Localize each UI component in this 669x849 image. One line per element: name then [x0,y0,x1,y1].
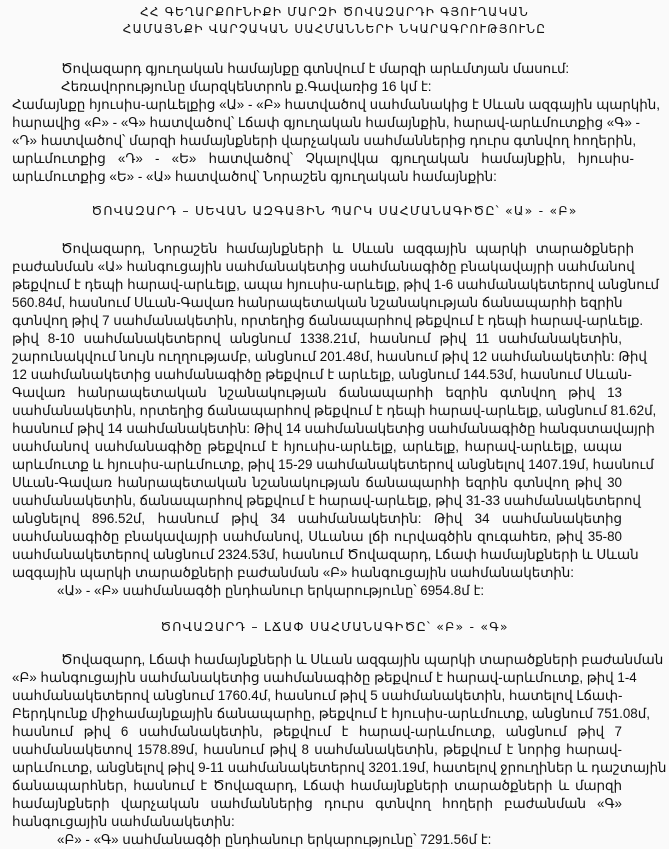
section-bg-line-3: սահմանակետերով անցնում 1760.4մ, հասնում թիվ 5 սահմանակետին, հատելով Լճափ- [12,688,623,703]
section-bg-line-4: Բերդկունք միջհամայնքային ճանապարհը, թեքվում է հյուսիս-արևմուտք, անցնում 751.08մ, [12,706,650,721]
section-bg-line-1: Ծովազարդ, Լճափ համայնքների և Սևան ազգային պարկի տարածքների բաժանման [61,652,664,667]
document-title-line-2: ՀԱՄԱՅՆՔԻ ՎԱՐՉԱԿԱՆ ՍԱՀՄԱՆՆԵՐԻ ՆԿԱՐԱԳՐՈՒԹՅՈՒՆԸ [122,22,547,36]
section-ab-line-1: Ծովազարդ, Նորաշեն համայնքների և Սևան ազգային պարկի տարածքների [61,241,634,256]
section-ab-line-14: Սևան-Գավառ հանրապետական նշանակության ճանապարհի եզրին գտնվող թիվ 30 [12,475,622,490]
section-ab-line-6: թիվ 8-10 սահմանակետերով անցնում 1338.21մ, հասնում թիվ 11 սահմանակետին, [12,331,622,346]
section-ab-line-16: անցնելով 896.52մ, հասնում թիվ 34 սահմանակետին: Թիվ 34 սահմանակետից [12,511,622,526]
section-ab-line-19: ազգային պարկի տարածքների բաժանման «Բ» հանգուցային սահմանակետին: [12,565,574,580]
section-ab-line-18: սահմանակետերով անցնում 2324.53մ, հասնում Ծովազարդ, Լճափ համայնքների և Սևան [12,547,639,562]
section-ab-line-7: շարունակվում նույն ուղղությամբ, անցնում 201.48մ, հասնում թիվ 12 սահմանակետին: Թիվ [12,349,647,364]
section-ab-line-10: սահմանակետին, որտեղից ճանապարհով թեքվում է դեպի հարավ-արևելք, անցնում 81.62մ, [12,403,657,418]
section-ab-line-2: բաժանման «Ա» հանգուցային սահմանակետից սահմանագիծը բնակավայրի սահմանով [12,259,635,274]
section-bg-line-5: հասնում թիվ 6 սահմանակետին, թեքվում է հարավ-արևմուտք, անցնում թիվ 7 [12,724,622,739]
section-bg-heading: ԾՈՎԱԶԱՐԴ – ԼՃԱՓ ՍԱՀՄԱՆԱԳԻԾԸ՝ «Բ» - «Գ» [160,619,509,634]
document-title-line-1: ՀՀ ԳԵՂԱՐՔՈՒՆԻՔԻ ՄԱՐԶԻ ԾՈՎԱԶԱՐԴԻ ԳՅՈՒՂԱԿԱՆ [140,5,529,19]
section-ab-line-15: սահմանակետին, ճանապարհով թեքվում է հարավ-արևելք, թիվ 31-33 սահմանակետերով [12,493,641,508]
section-bg-line-6: սահմանակետով 1578.89մ, հասնում թիվ 8 սահմանակետին, թեքվում է նորից հարավ- [12,742,622,757]
section-ab-line-9: Գավառ հանրապետական նշանակության ճանապարհի եզրին գտնվող թիվ 13 [12,385,622,400]
section-ab-line-17: սահմանագիծը բնակավայրի սահմանով, Սևանա լճի ուրվագծին զուգահեռ, թիվ 35-80 [12,529,622,544]
section-ab-line-11: հասնում թիվ 14 սահմանակետին: Թիվ 14 սահմանակետից սահմանագիծը հանգստավայրի [12,421,655,436]
intro-line-2: Հեռավորությունը մարզկենտրոն ք.Գավառից 16 կմ է: [61,79,432,94]
section-bg-line-8: ճանապարհներ, հասնում է Ծովազարդ, Լճափ համայնքների տարածքների և մարզի [12,778,622,793]
intro-line-6: արևմուտքից «Դ» - «Ե» հատվածով՝ Չկալովկա գյուղական համայնքին, հյուսիս- [12,151,634,166]
section-ab-line-5: գտնվող թիվ 7 սահմանակետին, որտեղից ճանապարհով թեքվում է դեպի հարավ-արևելք. [12,313,644,328]
section-bg-line-7: արևմուտք, անցնելով թիվ 9-11 սահմանակետերով 3201.19մ, հատելով ջրուղիներ և դաշտային [12,760,667,775]
section-bg-line-10: հանգուցային սահմանակետին: [12,814,235,829]
section-ab-line-13: արևմուտք և հյուսիս-արևմուտք, թիվ 15-29 սահմանակետերով անցնելով 1407.19մ, հասնում [12,457,654,472]
section-ab-line-12: սահմանով սահմանագիծը թեքվում է հյուսիս-արևելք, արևելք, հարավ-արևելք, ապա [12,439,622,454]
section-ab-line-8: 12 սահմանակետից սահմանագիծը թեքվում է արևելք, անցնում 144.53մ, հասնում Սևան- [12,367,632,382]
intro-line-4: հարավից «Բ» - «Գ» հատվածով՝ Լճափ գյուղական համայնքին, հարավ-արևմուտքից «Գ» - [12,115,640,130]
section-ab-line-4: 560.84մ, հասնում Սևան-Գավառ հանրապետական նշանակության ճանապարհի եզրին [12,295,623,310]
section-bg-line-9: համայնքների վարչական սահմաններից դուրս գտնվող հողերի բաժանման «Գ» [12,796,622,811]
section-bg-line-2: «Բ» հանգուցային սահմանակետից սահմանագիծը թեքվում է հարավ-արևմուտք, թիվ 1-4 [12,670,637,685]
intro-line-1: Ծովազարդ գյուղական համայնքը գտնվում է մարզի արևմտյան մասում: [61,61,570,76]
section-ab-heading: ԾՈՎԱԶԱՐԴ – ՍԵՎԱՆ ԱԶԳԱՅԻՆ ՊԱՐԿ ՍԱՀՄԱՆԱԳԻԾԸ՝ «Ա» - «Բ» [91,203,578,218]
intro-line-5: «Դ» հատվածով՝ մարզի համայնքների վարչական սահմաններից դուրս գտնվող հողերին, [12,133,637,148]
section-ab-line-3: թեքվում է դեպի հարավ-արևելք, ապա հյուսիս-արևելք, թիվ 1-6 սահմանակետերով անցնում [12,277,659,292]
intro-line-3: Համայնքը հյուսիս-արևելքից «Ա» - «Բ» հատվածով սահմանակից է Սևան ազգային պարկին, [12,97,660,112]
section-ab-total: «Ա» - «Բ» սահմանագծի ընդհանուր երկարությունը՝ 6954.8մ է: [57,583,485,598]
section-bg-total: «Բ» - «Գ» սահմանագծի ընդհանուր երկարությունը՝ 7291.56մ է: [57,832,492,847]
intro-line-7: արևմուտքից «Ե» - «Ա» հատվածով՝ Նորաշեն գյուղական համայնքին: [12,169,497,184]
